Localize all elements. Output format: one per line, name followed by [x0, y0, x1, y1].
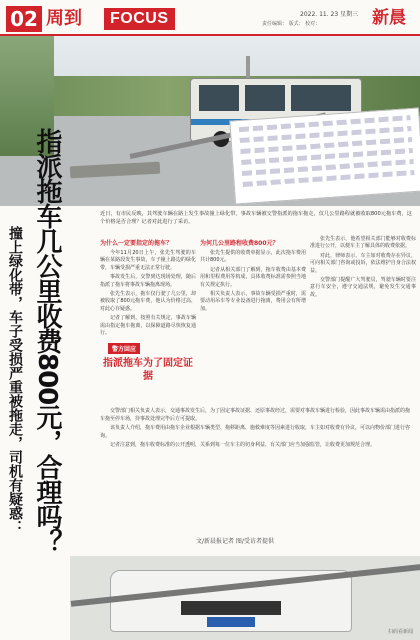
newspaper-logo: 新晨	[372, 8, 406, 28]
paragraph: 事故发生后，交警到达现场处理，随后指派了拖车将事故车辆拖离现场。	[100, 274, 196, 288]
byline: 文/新晨报记者 图/受访者提供	[196, 538, 274, 545]
article-continuation	[100, 408, 412, 452]
column-3	[310, 236, 416, 301]
question-2-title: 为何几公里路程收费800元？	[200, 240, 279, 247]
pull-quote: 指派拖车为了固定证据	[103, 358, 193, 383]
section-badge: FOCUS	[104, 8, 175, 30]
paragraph: 交警部门相关负责人表示，交通事故发生后，为了固定事故证据、还原事故经过，需要对事故车辆进行检验，因此事故车辆需由指派的拖车拖至停车场，待事故处理完毕后方可提取。	[100, 408, 411, 422]
paragraph: 张先生提供的收费单据显示，此次拖车费用共计800元。	[200, 250, 306, 264]
question-1-title: 为什么一定要指定的拖车？	[100, 240, 173, 247]
watermark: 扫码看新闻	[388, 629, 414, 635]
lead-paragraph: 近日，有市民反映，其驾驶车辆在路上发生事故撞上绿化带，事故车辆被交警指派的拖车拖走，仅几公里路程就被收取800元拖车费，这个价格是否合理？记者对此进行了采访。	[100, 211, 412, 225]
photo-receipt	[229, 107, 420, 204]
paragraph: 交警部门提醒广大驾驶员，驾驶车辆时要注意行车安全，遵守交通法规，避免发生交通事故。	[310, 277, 416, 298]
paragraph: 记者注意到，拖车收费标准的公开透明，关系到每一位车主的切身利益，有关部门应当加强监管，让收费更加规范合理。	[110, 442, 376, 449]
paragraph: 记者从相关部门了解到，拖车收费由基本费用和里程费用等构成，具体收费标准需参照当地有关规定执行。	[200, 266, 306, 288]
headline: 指派拖车几公里收费800元，合理吗？	[32, 128, 62, 555]
editor-credits: 责任编辑： 版式： 校对：	[262, 21, 321, 27]
paragraph: 张先生表示，拖车仅行驶了几公里，却被收取了800元拖车费，他认为价格过高，对此心存疑惑。	[100, 291, 196, 312]
issue-date: 2022. 11. 23 星期三	[300, 11, 359, 18]
police-response-tag: 警方回应	[108, 343, 140, 354]
paragraph: 该负责人介绍，拖车费用由拖车企业根据车辆类型、拖移距离、施救难度等因素进行收取，车主如对收费有异议，可以向物价部门进行咨询。	[100, 425, 411, 439]
paragraph: 今年11月20日上午，张先生驾驶的车辆在某路段发生事故，车子撞上路边的绿化带，车辆受损严重无法正常行驶。	[100, 250, 196, 271]
column-2	[200, 236, 306, 315]
subheadline: 撞上绿化带，车子受损严重被拖走，司机有疑惑：	[7, 226, 23, 534]
paragraph: 相关负责人表示，事故车辆受损严重时，需要动用吊车等专业设备进行拖离，费用会有所增加。	[200, 291, 306, 312]
bottom-photo	[70, 556, 420, 640]
page-number: 02	[6, 6, 42, 32]
page-header	[0, 0, 420, 36]
section-title: 周到	[46, 8, 82, 29]
paragraph: 对此，律师表示，车主如对收费存在异议，可向相关部门咨询或投诉，依法维护自身合法权益。	[310, 252, 416, 274]
column-1	[100, 236, 196, 387]
paragraph: 记者了解到，按照有关规定，事故车辆需由指定拖车拖离，以保障道路尽快恢复通行。	[100, 315, 196, 337]
paragraph: 张先生表示，他希望相关部门能够对收费标准进行公开，以便车主了解具体的收费依据。	[310, 236, 416, 250]
